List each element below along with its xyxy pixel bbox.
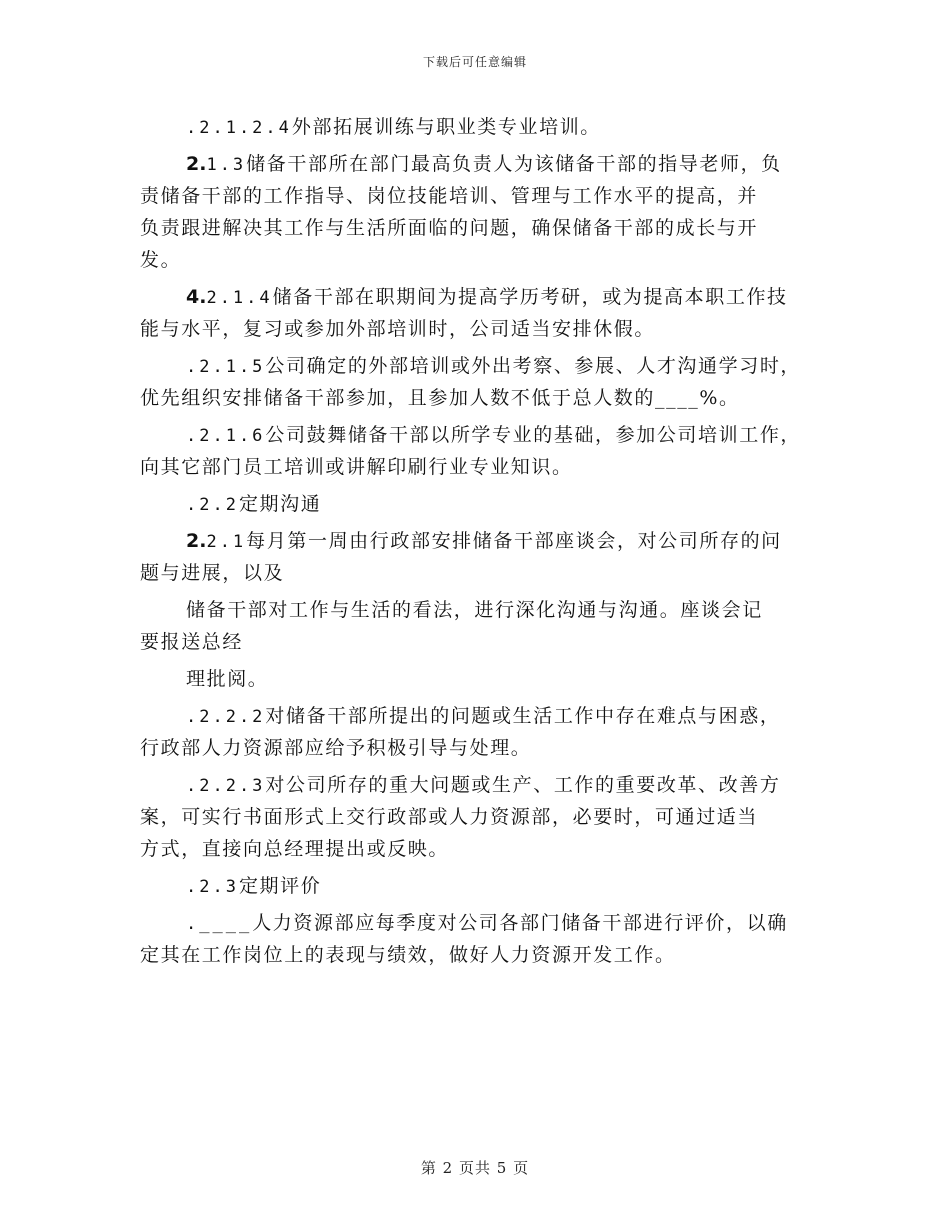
- paragraph-first-line: [140, 700, 820, 732]
- section-number: .2.2.2: [186, 707, 266, 727]
- section-number-bold: 2.: [186, 153, 207, 175]
- paragraph-first-line: [140, 769, 820, 801]
- paragraph-first-line: [140, 350, 820, 382]
- section-number-bold: 2.: [186, 530, 207, 552]
- paragraph: [140, 870, 820, 902]
- line-text: 对储备干部所提出的问题或生活工作中存在难点与困惑，: [265, 705, 781, 727]
- paragraph-line: [140, 626, 820, 658]
- paragraph-first-line: [140, 488, 820, 520]
- paragraph: [140, 907, 820, 971]
- line-text: 要报送总经: [140, 631, 244, 653]
- section-number: .2.3: [186, 877, 239, 897]
- line-text: 储备干部对工作与生活的看法，进行深化沟通与沟通。座谈会记: [186, 599, 763, 621]
- paragraph-first-line: [140, 594, 820, 626]
- paragraph: [140, 350, 820, 414]
- section-number: 2.1.4: [206, 288, 273, 308]
- paragraph-first-line: [140, 525, 820, 557]
- document-body: [140, 111, 820, 971]
- section-number: .____: [186, 914, 253, 934]
- paragraph-line: [140, 732, 820, 764]
- line-text: 方式，直接向总经理提出或反映。: [140, 838, 450, 860]
- line-text: 人力资源部应每季度对公司各部门储备干部进行评价，以确: [252, 912, 788, 934]
- line-text: 理批阅。: [186, 668, 269, 690]
- paragraph: [140, 663, 820, 695]
- paragraph: [140, 281, 820, 345]
- page-header: 下载后可任意编辑: [422, 55, 527, 69]
- section-number: .2.2: [186, 495, 239, 515]
- line-text: 负责跟进解决其工作与生活所面临的问题，确保储备干部的成长与开: [140, 217, 759, 239]
- line-text: 定期评价: [238, 875, 322, 897]
- section-number: 1.3: [206, 155, 247, 175]
- paragraph: [140, 111, 820, 143]
- line-text: 发。: [140, 249, 182, 271]
- paragraph-line: [140, 801, 820, 833]
- paragraph: [140, 525, 820, 589]
- line-text: 公司鼓舞储备干部以所学专业的基础，参加公司培训工作，: [265, 424, 802, 446]
- page-footer: 第 2 页共 5 页: [420, 1159, 530, 1177]
- paragraph-first-line: [140, 281, 820, 313]
- line-text: 储备干部在职期间为提高学历考研，或为提高本职工作技: [272, 286, 788, 308]
- line-text: 储备干部所在部门最高负责人为该储备干部的指导老师，负: [246, 153, 782, 175]
- paragraph-first-line: [140, 907, 820, 939]
- paragraph-line: [140, 244, 820, 276]
- line-text: 题与进展，以及: [140, 562, 285, 584]
- section-number: .2.2.3: [186, 776, 266, 796]
- paragraph-line: [140, 833, 820, 865]
- paragraph: [140, 769, 820, 865]
- line-text: 定其在工作岗位上的表现与绩效，做好人力资源开发工作。: [140, 944, 676, 966]
- paragraph-line: [140, 180, 820, 212]
- line-text: 案，可实行书面形式上交行政部或人力资源部，必要时，可通过适当: [140, 806, 759, 828]
- line-text: 行政部人力资源部应给予积极引导与处理。: [140, 737, 532, 759]
- line-text: 优先组织安排储备干部参加，且参加人数不低于总人数的____%。: [140, 387, 740, 409]
- line-text: 每月第一周由行政部安排储备干部座谈会，对公司所存的问: [246, 530, 782, 552]
- section-number: .2.1.2.4: [186, 118, 292, 138]
- paragraph: [140, 488, 820, 520]
- paragraph-line: [140, 939, 820, 971]
- paragraph: [140, 419, 820, 483]
- paragraph-line: [140, 313, 820, 345]
- section-number: .2.1.6: [186, 426, 266, 446]
- section-number: 2.1: [206, 532, 247, 552]
- paragraph-first-line: [140, 148, 820, 180]
- line-text: 定期沟通: [238, 493, 322, 515]
- paragraph-line: [140, 212, 820, 244]
- paragraph-first-line: [140, 419, 820, 451]
- paragraph-first-line: [140, 870, 820, 902]
- line-text: 能与水平，复习或参加外部培训时，公司适当安排休假。: [140, 318, 656, 340]
- line-text: 对公司所存的重大问题或生产、工作的重要改革、改善方: [265, 774, 781, 796]
- paragraph: [140, 594, 820, 658]
- paragraph-line: [140, 451, 820, 483]
- line-text: 向其它部门员工培训或讲解印刷行业专业知识。: [140, 456, 573, 478]
- paragraph-line: [140, 382, 820, 414]
- paragraph-line: [140, 557, 820, 589]
- line-text: 责储备干部的工作指导、岗位技能培训、管理与工作水平的提高，并: [140, 185, 759, 207]
- paragraph-first-line: [140, 663, 820, 695]
- section-number-bold: 4.: [186, 286, 207, 308]
- section-number: .2.1.5: [186, 357, 266, 377]
- paragraph-first-line: [140, 111, 820, 143]
- paragraph: [140, 700, 820, 764]
- line-text: 公司确定的外部培训或外出考察、参展、人才沟通学习时，: [265, 355, 802, 377]
- line-text: 外部拓展训练与职业类专业培训。: [291, 116, 601, 138]
- paragraph: [140, 148, 820, 276]
